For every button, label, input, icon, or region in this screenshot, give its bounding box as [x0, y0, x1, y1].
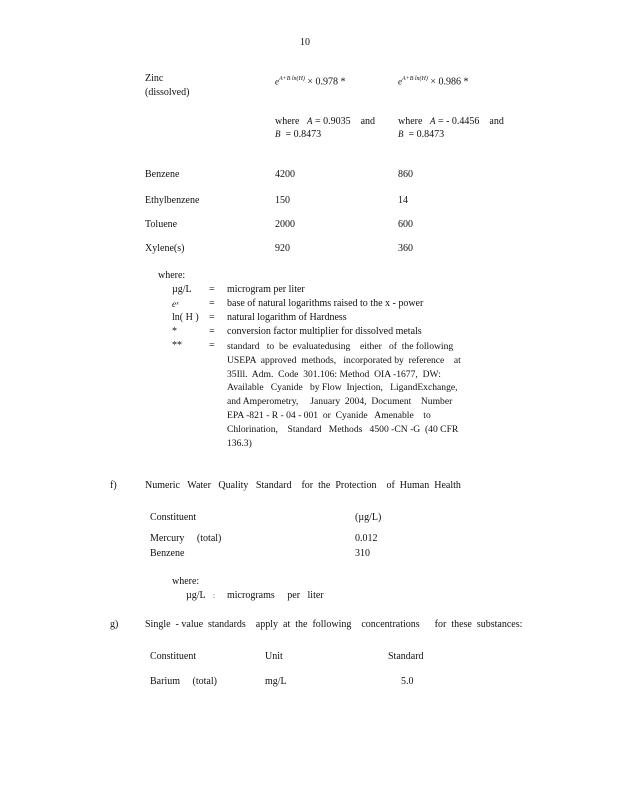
zinc-chronic-formula: [398, 73, 469, 88]
section-f-where-label: where:: [172, 576, 200, 587]
section-g-header-standard: Standard: [388, 651, 424, 662]
section-f-where-sep: :: [213, 592, 215, 600]
formula-base: e: [275, 76, 279, 87]
section-f-letter: f): [110, 480, 117, 491]
var-a: A: [429, 116, 436, 126]
definition-sep: =: [209, 298, 215, 309]
definition-sep: =: [209, 326, 215, 337]
and-word: and: [360, 116, 376, 127]
section-f-row-name: Mercury (total): [150, 533, 222, 544]
definition-text: conversion factor multiplier for dissolved metals: [227, 326, 422, 337]
definitions-label: where:: [158, 270, 186, 281]
section-f-where-def: micrograms per liter: [227, 590, 324, 601]
row-acute: 920: [275, 243, 290, 254]
var-b: B: [275, 129, 281, 139]
section-f-title: Numeric Water Quality Standard for the Protection of Human Health: [145, 480, 461, 491]
row-name: Toluene: [145, 219, 178, 230]
definition-term: *: [172, 326, 177, 337]
definition-term: µg/L: [172, 284, 192, 295]
section-g-row-value: 5.0: [401, 676, 414, 687]
row-chronic: 860: [398, 169, 413, 180]
formula-tail: × 0.978 *: [307, 76, 346, 88]
zinc-acute-where-2: [275, 128, 321, 141]
var-a-value: = 0.9035: [314, 116, 351, 127]
where-word: where: [398, 116, 423, 127]
section-g-letter: g): [110, 619, 119, 630]
zinc-acute-formula: [275, 73, 346, 88]
definition-sep: =: [209, 312, 215, 323]
section-g-title: Single - value standards apply at the following concentrations for these substances:: [145, 619, 523, 630]
row-name: Benzene: [145, 169, 180, 180]
row-chronic: 600: [398, 219, 413, 230]
section-f-row-name: Benzene: [150, 548, 185, 559]
definition-term: eˣ: [172, 299, 179, 309]
row-chronic: 360: [398, 243, 413, 254]
zinc-acute-where-1: [275, 115, 375, 128]
section-f-where-term: µg/L: [186, 590, 206, 601]
zinc-chronic-where-2: [398, 128, 444, 141]
var-b-value: = 0.8473: [285, 129, 322, 140]
definition-sep: =: [209, 284, 215, 295]
definition-text: natural logarithm of Hardness: [227, 312, 347, 323]
definition-text: base of natural logarithms raised to the x - power: [227, 298, 424, 309]
section-g-header-unit: Unit: [265, 651, 283, 662]
section-g-row-unit: mg/L: [265, 676, 287, 687]
formula-exponent: A+B ln(H): [402, 76, 428, 82]
formula-base: e: [398, 76, 402, 87]
and-word: and: [489, 116, 504, 127]
var-b-value: = 0.8473: [408, 129, 445, 140]
zinc-chronic-where-1: [398, 115, 504, 128]
definition-term: ln( H ): [172, 312, 199, 323]
var-b: B: [398, 129, 404, 139]
section-f-row-value: 0.012: [355, 533, 378, 544]
var-a-value: = - 0.4456: [437, 116, 480, 127]
row-acute: 4200: [275, 169, 295, 180]
formula-exponent: A+B ln(H): [279, 76, 305, 82]
where-word: where: [275, 116, 300, 127]
row-acute: 150: [275, 195, 290, 206]
definition-text-multiline: standard to be evaluatedusing either of the following USEPA approved methods, incorporated by reference at 35Ill. Adm. Code 301.106: Method OIA -1677, DW: Available Cyanide by Flow Injection, LigandExchange, and Amperometry, January 2004, Document Number EPA -821 - R - 04 - 001 or Cyanide Amenable to Chlorination, Standard Methods 4500 -CN -G (40 CFR 136.3): [227, 341, 475, 449]
var-a: A: [306, 116, 313, 126]
section-f-row-value: 310: [355, 548, 370, 559]
section-g-row-name: Barium (total): [150, 676, 217, 687]
row-chronic: 14: [398, 195, 408, 206]
section-f-header-unit: (µg/L): [355, 512, 382, 523]
formula-tail: × 0.986 *: [430, 76, 469, 88]
page-number: 10: [300, 37, 310, 48]
row-acute: 2000: [275, 219, 295, 230]
zinc-qualifier: (dissolved): [145, 87, 190, 98]
definition-term: **: [172, 340, 182, 351]
row-name: Ethylbenzene: [145, 195, 200, 206]
section-f-header-constituent: Constituent: [150, 512, 197, 523]
row-name: Xylene(s): [145, 243, 185, 254]
definition-sep: =: [209, 340, 215, 351]
zinc-name: Zinc: [145, 73, 164, 84]
definition-text: microgram per liter: [227, 284, 305, 295]
section-g-header-constituent: Constituent: [150, 651, 197, 662]
